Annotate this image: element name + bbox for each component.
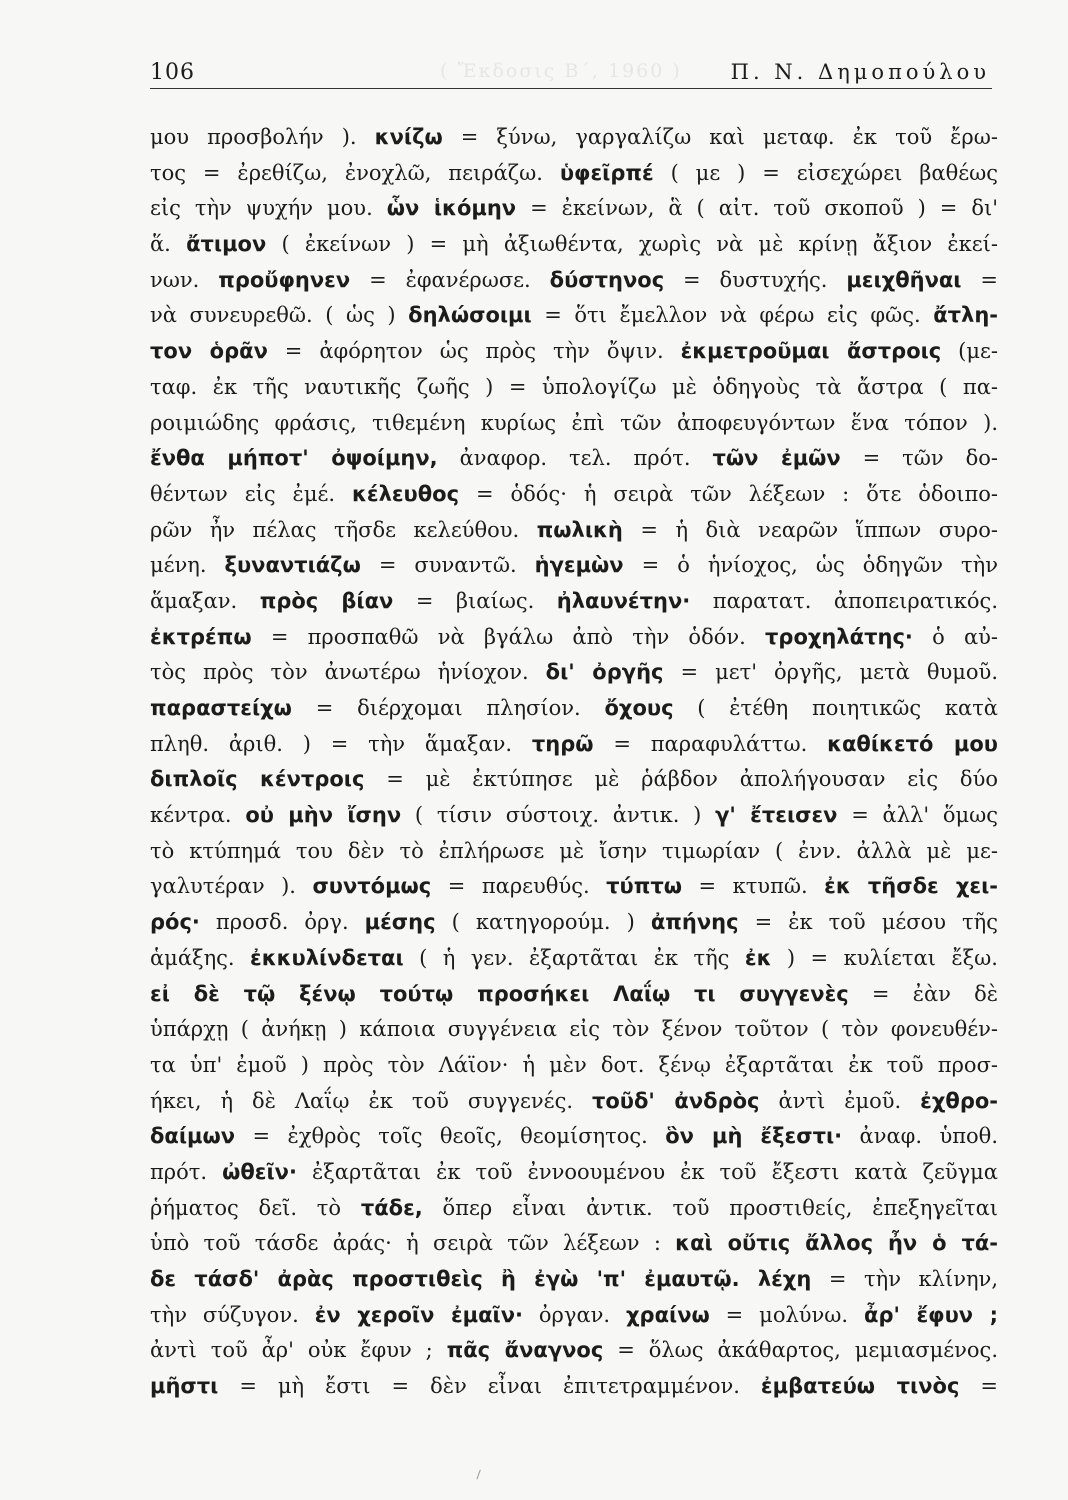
lemma-term: ἐν χεροῖν ἐμαῖν· xyxy=(314,1302,523,1327)
gloss-text: ὁ αὐ- xyxy=(912,624,998,649)
text-line xyxy=(150,263,998,299)
lemma-term: κνίζω xyxy=(374,125,443,149)
text-line xyxy=(150,156,998,192)
gloss-text: ἅμαξαν. xyxy=(150,588,260,613)
text-line xyxy=(150,941,998,977)
gloss-text: = βιαίως. xyxy=(393,588,557,613)
gloss-text: = ξύνω, γαργαλίζω καὶ μεταφ. ἐκ τοῦ ἔρω- xyxy=(442,125,998,149)
gloss-text: νὰ συνευρεθῶ. ( ὡς ) xyxy=(150,303,409,328)
gloss-text: ( ἡ γεν. ἐξαρτᾶται ἐκ τῆς xyxy=(403,945,745,970)
gloss-text: ρῶν ἦν πέλας τῆσδε κελεύθου. xyxy=(150,517,537,542)
lemma-term: ἐκ xyxy=(744,945,772,970)
lemma-term: ἡγεμὼν xyxy=(534,553,624,578)
text-line xyxy=(150,727,998,763)
gloss-text: = τῶν δο- xyxy=(840,446,998,471)
text-line xyxy=(150,370,998,406)
gloss-text: ἀντὶ ἐμοῦ. xyxy=(759,1088,921,1113)
lemma-term: ἆρ' ἔφυν ; xyxy=(864,1302,998,1327)
text-line xyxy=(150,834,998,870)
gloss-text: = ἐὰν δὲ xyxy=(848,981,998,1006)
page-number: 106 xyxy=(150,60,195,85)
show-through-text: ( Ἔκδοσις Β΄, 1960 ) xyxy=(440,60,682,82)
lemma-term: ἀπήνης xyxy=(650,910,739,935)
text-line xyxy=(150,691,998,727)
lemma-term: τηρῶ xyxy=(531,731,594,756)
lemma-term: δύστηνος xyxy=(549,267,665,292)
lemma-term: ὑφεῖρπέ xyxy=(559,160,654,185)
lemma-term: μῆστι xyxy=(150,1374,219,1399)
gloss-text: ( τίσιν σύστοιχ. ἀντικ. ) xyxy=(401,803,716,828)
lemma-term: ὠθεῖν· xyxy=(222,1159,297,1184)
gloss-text: προσδ. ὀργ. xyxy=(199,910,365,935)
lemma-term: τάδε, xyxy=(360,1195,423,1220)
lemma-term: καθίκετό μου xyxy=(827,731,998,756)
lemma-term: γ' ἔτεισεν xyxy=(715,803,838,828)
lemma-term: εἰ δὲ τῷ ξένῳ τούτῳ προσήκει Λαΐῳ τι συγγενὲς xyxy=(150,981,849,1006)
gloss-text: παρατατ. ἀποπειρατικός. xyxy=(690,588,998,613)
gloss-text: (με- xyxy=(941,339,998,364)
gloss-text: τα ὑπ' ἐμοῦ ) πρὸς τὸν Λάϊον· ἡ μὲν δοτ. ξένῳ ἐξαρτᾶται ἐκ τοῦ προσ- xyxy=(150,1052,998,1077)
lemma-term: κέλευθος xyxy=(351,481,460,506)
text-line xyxy=(150,905,998,941)
gloss-text: θέντων εἰς ἐμέ. xyxy=(150,481,352,506)
lemma-term: διπλοῖς κέντροις xyxy=(150,767,365,792)
text-line xyxy=(150,1226,998,1262)
gloss-text: ) = κυλίεται ἔξω. xyxy=(771,945,998,970)
text-line xyxy=(150,334,998,370)
gloss-text: = μὴ ἔστι = δὲν εἶναι ἐπιτετραμμένον. xyxy=(218,1374,761,1399)
gloss-text: τὴν σύζυγον. xyxy=(150,1302,315,1327)
gloss-text: = ἐφανέρωσε. xyxy=(350,267,550,292)
gloss-text: ἁμάξης. xyxy=(150,945,251,970)
gloss-text: ( με ) = εἰσεχώρει βαθέως xyxy=(653,160,998,185)
gloss-text: ὑπάρχῃ ( ἀνήκῃ ) κάποια συγγένεια εἰς τὸν ξένον τοῦτον ( τὸν φονευθέν- xyxy=(150,1017,998,1042)
gloss-text: μου προσβολήν ). xyxy=(150,125,375,149)
gloss-text: ὀργαν. xyxy=(523,1302,626,1327)
text-line xyxy=(150,513,998,549)
text-line xyxy=(150,762,998,798)
gloss-text: ἅ. xyxy=(150,232,187,257)
text-line xyxy=(150,655,998,691)
lemma-term: τύπτω xyxy=(606,874,682,899)
gloss-text: εἰς τὴν ψυχήν μου. xyxy=(150,196,387,221)
gloss-text: = ὁ ἡνίοχος, ὡς ὁδηγῶν τὴν xyxy=(623,553,998,578)
text-line xyxy=(150,1048,998,1084)
text-line xyxy=(150,1191,998,1227)
lemma-term: ἐκ τῆσδε χει- xyxy=(824,874,998,899)
lemma-term: ἔνθα μήποτ' ὀψοίμην, xyxy=(150,446,438,471)
lemma-term: τον ὁρᾶν xyxy=(150,339,268,364)
gloss-text: = μολύνω. xyxy=(709,1302,865,1327)
text-line xyxy=(150,441,998,477)
gloss-text: = ὅτι ἔμελλον νὰ φέρω εἰς φῶς. xyxy=(531,303,934,328)
gloss-text: = ἐκείνων, ἃ ( αἰτ. τοῦ σκοποῦ ) = δι' xyxy=(516,196,998,221)
gloss-text: = xyxy=(961,267,998,292)
gloss-text: κέντρα. xyxy=(150,803,246,828)
gloss-text: = κτυπῶ. xyxy=(682,874,825,899)
text-line xyxy=(150,1155,998,1191)
lemma-term: ρός· xyxy=(150,910,200,935)
gloss-text: ὅπερ εἶναι ἀντικ. τοῦ προστιθείς, ἐπεξηγεῖται xyxy=(422,1195,998,1220)
gloss-text: τὸ κτύπημά του δὲν τὸ ἐπλήρωσε μὲ ἴσην τιμωρίαν ( ἐνν. ἀλλὰ μὲ με- xyxy=(150,838,998,863)
lemma-term: τῶν ἐμῶν xyxy=(712,446,841,471)
lemma-term: μέσης xyxy=(364,910,436,935)
running-title: Π. Ν. Δημοπούλου xyxy=(730,60,990,84)
gloss-text: ἀναφ. ὑποθ. xyxy=(842,1124,998,1149)
gloss-text: = παρευθύς. xyxy=(431,874,607,899)
lemma-term: δηλώσοιμι xyxy=(408,303,532,328)
text-line xyxy=(150,584,998,620)
gloss-text: ( ἐτέθη ποιητικῶς κατὰ xyxy=(673,696,998,720)
lemma-term: ἐμβατεύω τινὸς xyxy=(760,1374,960,1399)
gloss-text: = ἐκ τοῦ μέσου τῆς xyxy=(738,910,998,935)
text-line xyxy=(150,406,998,442)
text-line xyxy=(150,1012,998,1048)
lemma-term: μειχθῆναι xyxy=(846,267,962,292)
lemma-term: ἠλαυνέτην· xyxy=(556,588,691,613)
gloss-text: = μετ' ὀργῆς, μετὰ θυμοῦ. xyxy=(663,660,998,685)
lemma-term: ξυναντιάζω xyxy=(224,553,361,578)
gloss-text: = ὅλως ἀκάθαρτος, μεμιασμένος. xyxy=(603,1338,998,1363)
lemma-term: πωλικὴ xyxy=(536,517,623,542)
text-line xyxy=(150,120,998,156)
text-line xyxy=(150,1084,998,1120)
lemma-term: ὧν ἱκόμην xyxy=(386,196,517,221)
text-line xyxy=(150,227,998,263)
lemma-term: δι' ὀργῆς xyxy=(545,660,664,685)
lemma-term: προὔφηνεν xyxy=(218,267,351,292)
lemma-term: ὄχους xyxy=(604,696,674,720)
gloss-text: = ἡ διὰ νεαρῶν ἵππων συρο- xyxy=(622,517,998,542)
text-line xyxy=(150,548,998,584)
text-line xyxy=(150,620,998,656)
gloss-text: = ὁδός· ἡ σειρὰ τῶν λέξεων : ὅτε ὁδοιπο- xyxy=(459,481,998,506)
gloss-text: = παραφυλάττω. xyxy=(593,731,828,756)
lemma-term: ἐκκυλίνδεται xyxy=(250,945,404,970)
gloss-text: ἀντὶ τοῦ ἆρ' οὐκ ἔφυν ; xyxy=(150,1338,447,1363)
text-line xyxy=(150,1119,998,1155)
gloss-text: = ἐχθρὸς τοῖς θεοῖς, θεομίσητος. xyxy=(235,1124,666,1149)
gloss-text: = xyxy=(959,1374,998,1399)
text-line xyxy=(150,869,998,905)
text-line xyxy=(150,477,998,513)
gloss-text: ταφ. ἐκ τῆς ναυτικῆς ζωῆς ) = ὑπολογίζω μὲ ὁδηγοὺς τὰ ἄστρα ( πα- xyxy=(150,374,998,399)
lemma-term: ὃν μὴ ἔξεστι· xyxy=(665,1124,843,1149)
gloss-text: πληθ. ἀριθ. ) = τὴν ἅμαξαν. xyxy=(150,731,532,756)
gloss-text: ὑπὸ τοῦ τάσδε ἀράς· ἡ σειρὰ τῶν λέξεων : xyxy=(150,1231,676,1256)
paper-speck xyxy=(476,1470,483,1481)
lemma-term: καὶ οὔτις ἄλλος ἦν ὁ τά- xyxy=(675,1231,998,1256)
gloss-text: τος = ἐρεθίζω, ἐνοχλῶ, πειράζω. xyxy=(150,160,560,185)
text-line xyxy=(150,191,998,227)
lemma-term: τροχηλάτης· xyxy=(765,624,913,649)
gloss-text: τὸς πρὸς τὸν ἀνωτέρω ἡνίοχον. xyxy=(150,660,546,685)
gloss-text: ῥήματος δεῖ. τὸ xyxy=(150,1195,361,1220)
gloss-text: = μὲ ἐκτύπησε μὲ ῥάβδον ἀπολήγουσαν εἰς δύο xyxy=(364,767,998,792)
gloss-text: = τὴν κλίνην, xyxy=(811,1267,998,1291)
gloss-text: ἀναφορ. τελ. πρότ. xyxy=(437,446,713,471)
gloss-text: ἐξαρτᾶται ἐκ τοῦ ἐννοουμένου ἐκ τοῦ ἔξεστι κατὰ ζεῦγμα xyxy=(296,1159,998,1184)
gloss-text: ( κατηγορούμ. ) xyxy=(435,910,651,935)
gloss-text: νων. xyxy=(150,267,219,292)
gloss-text: μένη. xyxy=(150,553,225,578)
commentary-text xyxy=(150,120,998,1405)
text-line xyxy=(150,1262,998,1298)
lemma-term: δε τάσδ' ἀρὰς προστιθεὶς ἢ ἐγὼ 'π' ἐμαυτῷ. λέχη xyxy=(150,1267,812,1291)
lemma-term: πᾶς ἄναγνος xyxy=(446,1338,604,1363)
gloss-text: = ἀφόρητον ὡς πρὸς τὴν ὄψιν. xyxy=(267,339,681,364)
gloss-text: γαλυτέραν ). xyxy=(150,874,313,899)
text-line xyxy=(150,1298,998,1334)
gloss-text: ήκει, ἡ δὲ Λαΐῳ ἐκ τοῦ συγγενές. xyxy=(150,1088,592,1113)
gloss-text: = δυστυχής. xyxy=(664,267,847,292)
text-line xyxy=(150,798,998,834)
gloss-text: πρότ. xyxy=(150,1159,223,1184)
lemma-term: ἐχθρο- xyxy=(920,1088,998,1113)
gloss-text: = ἀλλ' ὅμως xyxy=(837,803,998,828)
lemma-term: συντόμως xyxy=(312,874,432,899)
lemma-term: ἄτιμον xyxy=(186,232,267,257)
text-line xyxy=(150,298,998,334)
gloss-text: ( ἐκείνων ) = μὴ ἀξιωθέντα, χωρὶς νὰ μὲ κρίνῃ ἄξιον ἐκεί- xyxy=(266,232,998,257)
gloss-text: ροιμιώδης φράσις, τιθεμένη κυρίως ἐπὶ τῶν ἀποφευγόντων ἕνα τόπον ). xyxy=(150,410,998,435)
lemma-term: δαίμων xyxy=(150,1124,236,1149)
text-line xyxy=(150,1333,998,1369)
lemma-term: οὐ μὴν ἴσην xyxy=(245,803,402,828)
lemma-term: ἄτλη- xyxy=(933,303,998,328)
lemma-term: ἐκτρέπω xyxy=(150,624,252,649)
lemma-term: πρὸς βίαν xyxy=(259,588,394,613)
gloss-text: = συναντῶ. xyxy=(360,553,535,578)
lemma-term: χραίνω xyxy=(626,1302,710,1327)
gloss-text: = διέρχομαι πλησίον. xyxy=(291,696,605,720)
text-line xyxy=(150,1369,998,1405)
lemma-term: ἐκμετροῦμαι ἄστροις xyxy=(680,339,942,364)
lemma-term: τοῦδ' ἀνδρὸς xyxy=(591,1088,760,1113)
lemma-term: παραστείχω xyxy=(150,696,292,720)
gloss-text: = προσπαθῶ νὰ βγάλω ἀπὸ τὴν ὁδόν. xyxy=(251,624,766,649)
text-line xyxy=(150,977,998,1013)
